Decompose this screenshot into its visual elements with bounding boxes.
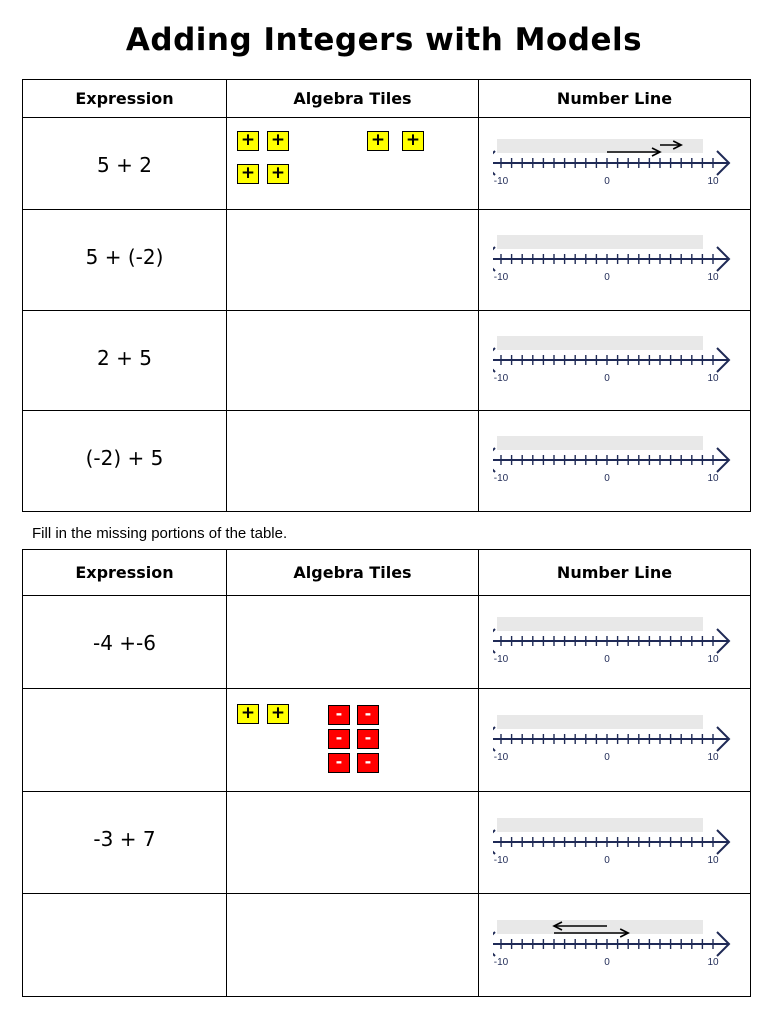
tiles-cell[interactable] <box>227 411 479 512</box>
tick-label: 0 <box>604 473 610 484</box>
negative-tile: - <box>328 729 350 749</box>
tick-label: -10 <box>493 854 509 866</box>
negative-tile: - <box>357 753 379 773</box>
tick-label: 0 <box>604 372 610 384</box>
tiles-cell[interactable] <box>227 894 479 997</box>
answer-box <box>497 617 703 631</box>
tick-label: -10 <box>493 654 509 665</box>
models-table-1 <box>22 79 751 512</box>
expression-text: 5 + (-2) <box>85 245 164 269</box>
tick-label: 10 <box>707 752 719 763</box>
expression-cell[interactable] <box>23 689 227 792</box>
positive-tile: + <box>267 704 289 724</box>
number-line <box>493 139 733 189</box>
tick-label: -10 <box>493 473 509 484</box>
expression-cell <box>23 118 227 210</box>
number-line-cell[interactable] <box>479 210 751 311</box>
positive-tile: + <box>237 131 259 151</box>
header-algebra-tiles: Algebra Tiles <box>227 550 479 596</box>
expression-text: (-2) + 5 <box>85 446 164 470</box>
expression-cell <box>23 792 227 894</box>
expression-cell <box>23 411 227 512</box>
number-line-cell[interactable] <box>479 118 751 210</box>
positive-tile: + <box>267 164 289 184</box>
number-line-cell <box>479 894 751 997</box>
tick-label: 10 <box>707 854 719 866</box>
table-row <box>23 894 751 997</box>
number-line-cell[interactable] <box>479 689 751 792</box>
number-line-cell[interactable] <box>479 596 751 689</box>
table-row <box>23 411 751 512</box>
tick-label: 10 <box>707 175 719 187</box>
table-row <box>23 311 751 411</box>
tick-label: 10 <box>707 654 719 665</box>
expression-cell[interactable] <box>23 894 227 997</box>
tiles-cell[interactable] <box>227 792 479 894</box>
header-expression: Expression <box>23 550 227 596</box>
tick-label: -10 <box>493 272 509 283</box>
tick-label: 0 <box>604 175 610 187</box>
positive-tile: + <box>237 164 259 184</box>
negative-tile: - <box>357 705 379 725</box>
positive-tile: + <box>367 131 389 151</box>
tiles-cell[interactable] <box>227 596 479 689</box>
tick-label: 0 <box>604 654 610 665</box>
tick-label: 0 <box>604 854 610 866</box>
tiles-cell[interactable] <box>227 210 479 311</box>
negative-tile: - <box>357 729 379 749</box>
tick-label: 0 <box>604 957 610 968</box>
tick-label: 10 <box>707 957 719 968</box>
models-table-2 <box>22 549 751 997</box>
number-line-cell[interactable] <box>479 411 751 512</box>
header-expression: Expression <box>23 80 227 118</box>
number-line-cell[interactable] <box>479 792 751 894</box>
tick-label: -10 <box>493 372 509 384</box>
tiles-cell[interactable] <box>227 118 479 210</box>
instructions-text: Fill in the missing portions of the table. <box>32 525 288 542</box>
header-row <box>23 80 751 118</box>
answer-box <box>497 235 703 249</box>
header-algebra-tiles: Algebra Tiles <box>227 80 479 118</box>
table-row <box>23 596 751 689</box>
answer-box <box>497 139 703 153</box>
number-line <box>493 818 733 868</box>
answer-box <box>497 715 703 729</box>
table-row <box>23 792 751 894</box>
expression-text: 5 + 2 <box>97 153 152 177</box>
number-line-cell[interactable] <box>479 311 751 411</box>
page-title: Adding Integers with Models <box>125 22 643 58</box>
header-row <box>23 550 751 596</box>
tick-label: 10 <box>707 473 719 484</box>
negative-tile: - <box>328 753 350 773</box>
expression-text <box>23 894 226 929</box>
number-line <box>493 617 733 667</box>
answer-box <box>497 436 703 450</box>
expression-cell <box>23 311 227 411</box>
expression-cell <box>23 210 227 311</box>
tick-label: 0 <box>604 272 610 283</box>
tick-label: -10 <box>493 175 509 187</box>
number-line <box>493 715 733 765</box>
tick-label: 0 <box>604 752 610 763</box>
tick-label: 10 <box>707 372 719 384</box>
answer-box <box>497 336 703 350</box>
positive-tile: + <box>237 704 259 724</box>
number-line <box>493 235 733 285</box>
answer-box <box>497 920 703 934</box>
tick-label: -10 <box>493 752 509 763</box>
header-number-line: Number Line <box>479 550 751 596</box>
negative-tile: - <box>328 705 350 725</box>
positive-tile: + <box>267 131 289 151</box>
table-row <box>23 689 751 792</box>
answer-box <box>497 818 703 832</box>
tiles-cell[interactable] <box>227 311 479 411</box>
header-number-line: Number Line <box>479 80 751 118</box>
positive-tile: + <box>402 131 424 151</box>
expression-text: 2 + 5 <box>97 346 152 370</box>
number-line <box>493 336 733 386</box>
expression-cell <box>23 596 227 689</box>
expression-text <box>23 689 226 724</box>
tick-label: 10 <box>707 272 719 283</box>
tick-label: -10 <box>493 957 509 968</box>
table-row <box>23 118 751 210</box>
expression-text: -3 + 7 <box>93 827 156 851</box>
tiles-cell <box>227 689 479 792</box>
number-line <box>493 920 733 970</box>
table-row <box>23 210 751 311</box>
number-line <box>493 436 733 486</box>
expression-text: -4 +-6 <box>93 631 156 655</box>
